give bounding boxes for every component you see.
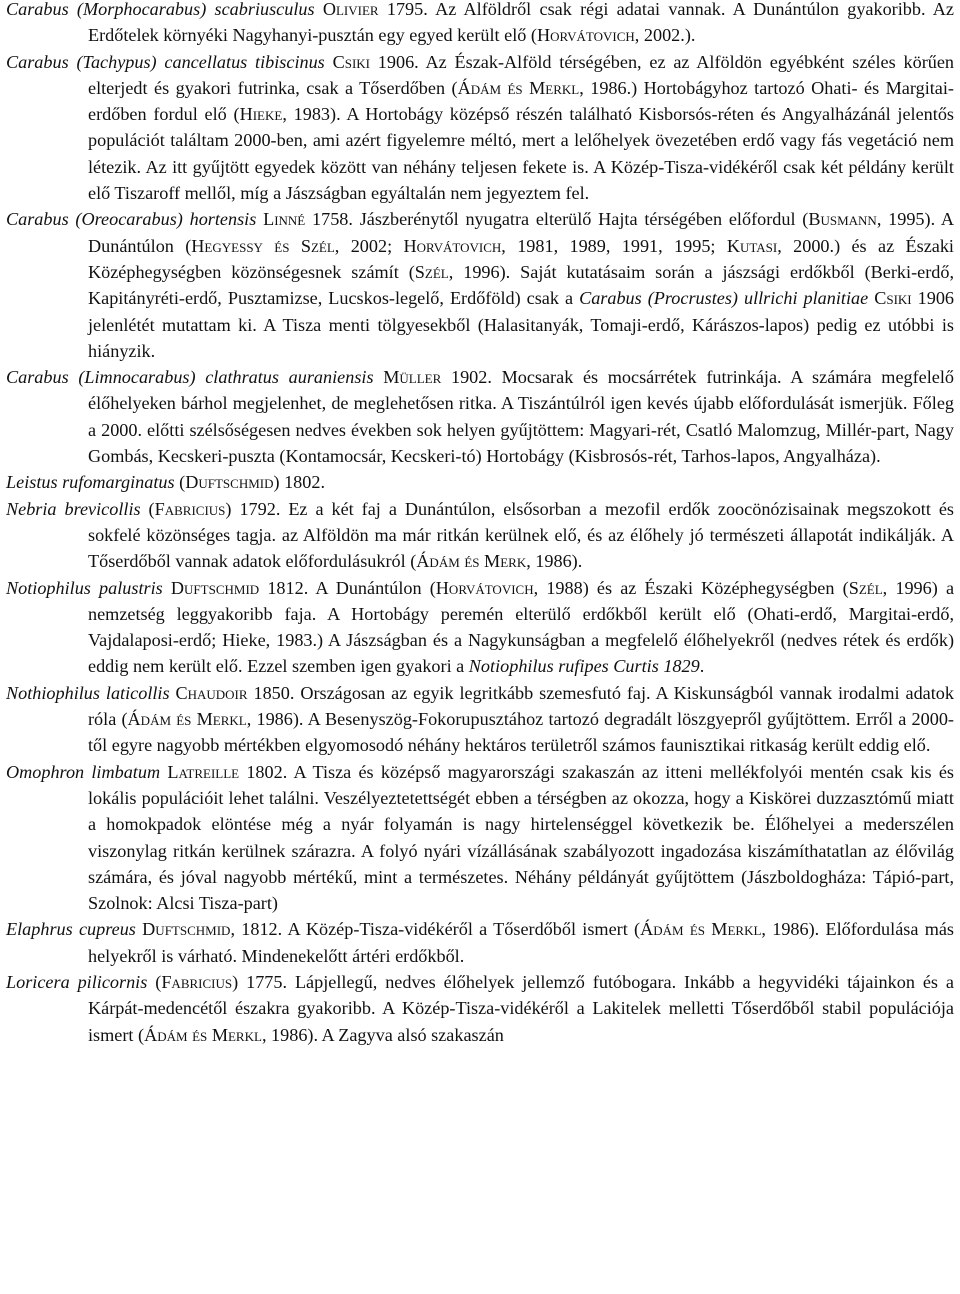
author-name: Fabricius [154, 498, 226, 519]
author-name: Chaudoir [175, 682, 248, 703]
text-run: , 1996). Saját kutatásaim során a jászsági erdőkből (Berki-erdő, Kapitányréti-erdő, Pusztamizse, Lucskos-legelő, Erdőföld) csak a [88, 261, 954, 309]
author-name: Ádám és Merkl [127, 709, 247, 730]
species-entry-carabus-cancellatus [6, 49, 954, 207]
text-run [163, 578, 171, 598]
author-name: Müller [383, 367, 442, 388]
author-name: Hieke [239, 104, 283, 125]
author-name: Linné [263, 209, 306, 230]
author-name: Csiki [332, 51, 370, 72]
text-run: , 1986). [526, 551, 583, 572]
species-name: Omophron limbatum [6, 761, 161, 782]
species-entry-carabus-clathratus [6, 364, 954, 469]
text-run: , 1996) a nemzetség leggyakoribb faja. A Hortobágy peremén elterülő erdőkből került elő (Ohati-erdő, Margitai-erdő, Vajdalaposi-erdő; Hieke, 1983.) A Jászságban és a Nagykunságban a megfelelő élőhelyekről (nedves rétek és erdők) eddig nem került elő. Ezzel szemben igen gyakori a [88, 577, 955, 677]
species-name: Notiophilus rufipes Curtis 1829 [468, 656, 700, 677]
species-name: Elaphrus cupreus [6, 919, 136, 940]
text-run: , 1986). A Besenyszög-Fokorupusztához tartozó degradált löszgyepről gyűjtöttem. Erről a 2000-től egyre nagyobb mértékben elgyomosodó néhány hektáros területről számos faunisztikai ritkaság került eddig elő. [88, 709, 954, 756]
author-name: Horvátovich [536, 25, 635, 46]
text-run: 1802. A Tisza és középső magyarországi szakaszán az itteni mellékfolyói mentén csak kis és lokális populációit lehet találni. Veszélyeztetettségét ebben a térségben az okozza, hogy a Kiskörei duzzasztómű miatt a homokpadok elöntése még a nyár folyamán is nagy hirtelenséggel következik be. Élőhelyei a mederszélen viszonylag ritkán kerülnek szárazra. A folyó nyári vízállásának szabályozott ingadozása kiszámíthatatlan az élővilág számára, és jóval nagyobb mértékű, mint a természetes. Néhány példányát gyűjtöttem (Jászboldogháza: Tápió-part, Szolnok: Alcsi Tisza-part) [88, 761, 954, 914]
author-name: Horvátovich [403, 235, 502, 256]
text-run: ( [140, 498, 155, 519]
species-name: Nothiophilus laticollis [6, 682, 170, 703]
author-name: Csiki [874, 288, 912, 309]
species-name: Carabus (Tachypus) cancellatus tibiscinus [6, 51, 325, 72]
author-name: Szél [414, 261, 449, 282]
text-run: , 1986). Előfordulása más helyekről is várható. Mindenekelőtt ártéri erdőkből. [88, 919, 954, 966]
author-name: Duftschmid [142, 919, 231, 940]
author-name: Duftschmid [170, 577, 260, 598]
text-run: , 1995). A Dunántúlon ( [88, 209, 955, 256]
text-run: , 1986.) Hortobágyhoz tartozó Ohati- és Margitai-erdőben fordul elő ( [88, 77, 954, 125]
text-run: , 2002.). [634, 25, 696, 46]
text-run: , 1983). A Hortobágy középső részén található Kisborsós-réten és Angyalházánál jelentős populációt találtam 2000-ben, ami azért figyelemre méltó, mert a lelőhelyek övezetében erdő vagy fás vegetáció nem létezik. Az itt gyűjtött egyedek között van néhány teljesen fekete is. A Közép-Tisza-vidékéről csak két példány került elő Tiszaroff mellől, míg a Jászságban egyáltalán nem jegyeztem fel. [88, 104, 954, 204]
text-run: . [699, 656, 705, 677]
species-entry-notiophilus-palustris [6, 575, 954, 680]
author-name: Latreille [167, 761, 240, 782]
species-name: Leistus rufomarginatus [6, 472, 175, 493]
text-run: , 1986). A Zagyva alsó szakaszán [261, 1024, 504, 1045]
species-name: Carabus (Morphocarabus) scabriusculus [6, 0, 315, 19]
author-name: Szél [848, 577, 883, 598]
text-run: 1906. Az Észak-Alföld térségében, ez az Alföldön egyébként széles körűen elterjedt és gyakori futrinka, csak a Tőserdőben ( [88, 51, 955, 98]
text-run: , 2002; [334, 235, 404, 256]
species-name: Nebria brevicollis [6, 498, 141, 519]
text-run: 1906 jelenlétét mutattam ki. A Tisza menti tölgyesekből (Halasitanyák, Tomaji-erdő, Kárászos-lapos) pedig ez utóbbi is hiányzik. [88, 288, 955, 361]
species-entry-leistus-rufomarginatus [6, 469, 954, 495]
species-name: Carabus (Procrustes) ullrichi planitiae [579, 288, 869, 309]
text-run: 1902. Mocsarak és mocsárrétek futrinkája. A számára megfelelő élőhelyeken bárhol megjelenhet, de meglehetősen ritka. A Tiszántúlról igen kevés újabb előfordulását ismerjük. Főleg a 2000. előtti szélsőségesen nedves években sok helyen gyűjtöttem: Magyari-rét, Csatló Malomzug, Millér-part, Nagy Gombás, Kecskeri-puszta (Kontamocsár, Kecskeri-tó) Hortobágy (Kisbrosós-rét, Tarhos-lapos, Angyalháza). [88, 367, 955, 467]
species-name: Loricera pilicornis [6, 971, 148, 992]
species-entry-omophron-limbatum [6, 759, 954, 917]
author-name: Ádám és Merkl [144, 1024, 262, 1045]
species-entry-carabus-scabriusculus [6, 0, 954, 49]
text-run: , 1981, 1989, 1991, 1995; [501, 235, 727, 256]
species-name: Notiophilus palustris [6, 577, 163, 598]
text-run: , 2000.) és az Északi Középhegységben közönségesnek számít ( [88, 235, 954, 282]
text-run: , 1988) és az Északi Középhegységben ( [533, 577, 849, 598]
author-name: Busmann [808, 209, 877, 230]
species-entry-nothiophilus-laticollis [6, 680, 954, 759]
species-entry-elaphrus-cupreus [6, 916, 954, 969]
text-run [325, 52, 333, 72]
author-name: Olivier [322, 0, 379, 19]
species-name: Carabus (Limnocarabus) clathratus auraniensis [6, 367, 374, 388]
author-name: Hegyessy és Szél [191, 235, 335, 256]
text-run [315, 0, 323, 19]
text-run: ) 1792. Ez a két faj a Dunántúlon, elsősorban a mezofil erdők zoocönózisainak megszokott és sokfelé közönséges tagja. az Alföldön ma már ritkán kerülnek elő, és az élőhely jó természeti állapotát indikálják. A Tőserdőből vannak adatok előfordulásukról ( [88, 498, 955, 572]
text-run: ( [174, 472, 186, 493]
author-name: Kutasi [726, 235, 778, 256]
author-name: Ádám és Merk [416, 551, 527, 572]
text-run: 1795. Az Alföldről csak régi adatai vannak. A Dunántúlon gyakoribb. Az Erdőtelek környéki Nagyhanyi-pusztán egy egyed került elő ( [88, 0, 955, 46]
text-run: 1812. A Dunántúlon ( [259, 577, 436, 598]
text-run: ) 1775. Lápjellegű, nedves élőhelyek jellemző futóbogara. Inkább a hegyvidéki tájainkon és a Kárpát-medencétől északra gyakoribb. A Közép-Tisza-vidékéről a Lakitelek melletti Tőserdőből stabil populációja ismert ( [88, 971, 954, 1045]
text-run: , 1812. A Közép-Tisza-vidékéről a Tőserdőből ismert ( [230, 919, 641, 940]
text-run [374, 367, 384, 387]
author-name: Fabricius [161, 971, 233, 992]
document-page [6, 0, 954, 1048]
species-entry-loricera-pilicornis [6, 969, 954, 1048]
text-run: 1850. Országosan az egyik legritkább szemesfutó faj. A Kiskunságból vannak irodalmi adatok róla ( [88, 682, 954, 730]
author-name: Duftschmid [185, 472, 274, 493]
species-entry-nebria-brevicollis [6, 496, 954, 575]
species-entry-carabus-hortensis [6, 206, 954, 364]
species-name: Carabus (Oreocarabus) hortensis [6, 209, 257, 230]
text-run: 1758. Jászberénytől nyugatra elterülő Hajta térségében előfordul ( [305, 209, 809, 230]
text-run: ( [147, 971, 162, 992]
author-name: Ádám és Merkl [640, 919, 762, 940]
text-run: ) 1802. [273, 472, 326, 493]
author-name: Ádám és Merkl [457, 77, 580, 98]
author-name: Horvátovich [435, 577, 534, 598]
